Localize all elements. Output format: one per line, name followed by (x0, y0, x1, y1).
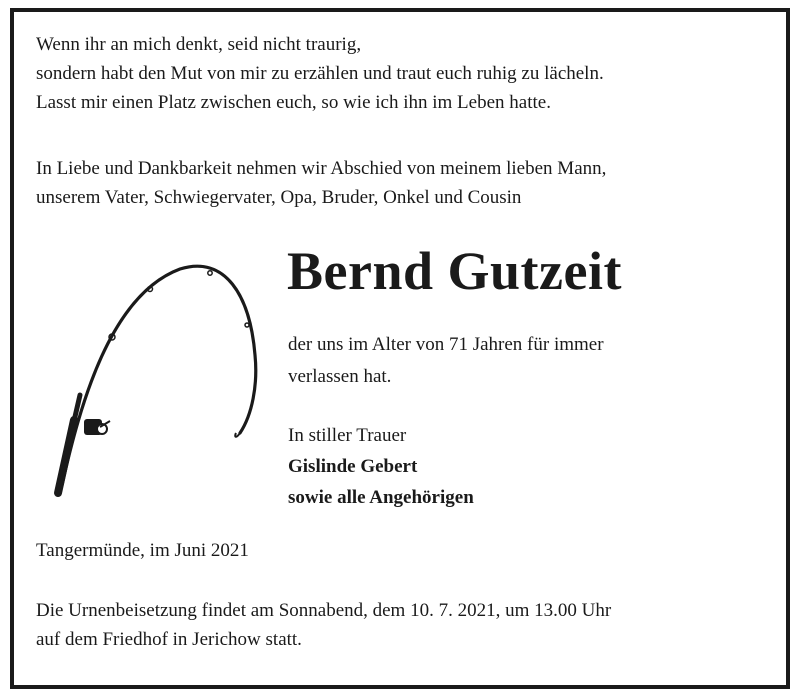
poem-line-2: sondern habt den Mut von mir zu erzählen und traut euch ruhig zu lächeln. (36, 63, 604, 84)
place-date: Tangermünde, im Juni 2021 (36, 540, 249, 561)
intro-text (36, 154, 606, 212)
mourners (288, 420, 474, 513)
poem (36, 30, 604, 117)
mourners-heading: In stiller Trauer (288, 425, 407, 446)
poem-line-1: Wenn ihr an mich denkt, seid nicht traurig, (36, 34, 362, 55)
intro-line-1: In Liebe und Dankbarkeit nehmen wir Abschied von meinem lieben Mann, (36, 158, 607, 179)
fishing-rod-icon (40, 255, 280, 505)
burial-line-2: auf dem Friedhof in Jerichow statt. (36, 629, 302, 650)
mourner-name: Gislinde Gebert (288, 456, 418, 477)
burial-info (36, 596, 611, 654)
passed-line-1: der uns im Alter von 71 Jahren für immer (288, 334, 604, 355)
mourner-relatives: sowie alle Angehörigen (288, 487, 474, 508)
deceased-name: Bernd Gutzeit (287, 241, 622, 301)
passed-text (288, 329, 604, 393)
poem-line-3: Lasst mir einen Platz zwischen euch, so wie ich ihn im Leben hatte. (36, 92, 551, 113)
burial-line-1: Die Urnenbeisetzung findet am Sonnabend, dem 10. 7. 2021, um 13.00 Uhr (36, 600, 612, 621)
passed-line-2: verlassen hat. (288, 366, 392, 387)
intro-line-2: unserem Vater, Schwiegervater, Opa, Bruder, Onkel und Cousin (36, 187, 522, 208)
